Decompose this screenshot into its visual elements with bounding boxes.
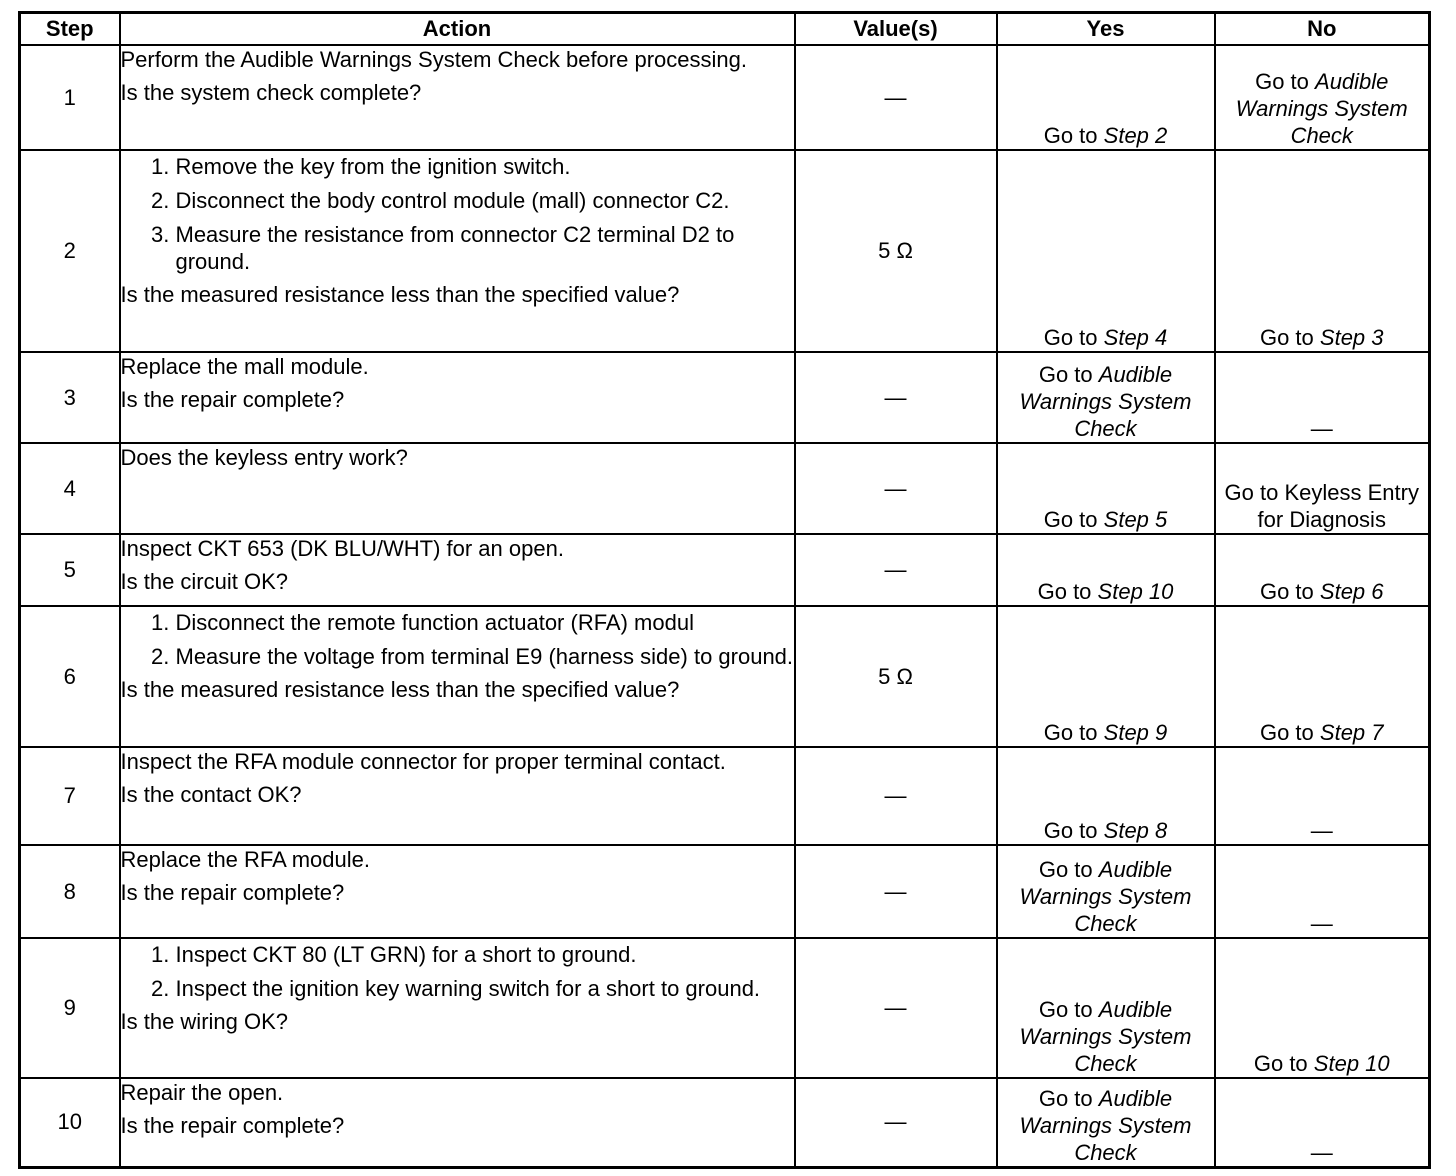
action-cell (120, 443, 795, 534)
diagnostic-table (18, 11, 1431, 1169)
action-substep: 1. Remove the key from the ignition switch. (176, 153, 794, 180)
yes-goto-target: Audible Warnings System Check (1019, 362, 1192, 441)
no-goto-target: Step 6 (1319, 579, 1384, 604)
no-text: Go to Keyless Entry for Diagnosis (1224, 480, 1419, 532)
no-cell (1215, 938, 1430, 1078)
step-number: 6 (20, 606, 120, 747)
no-goto-prefix: Go to (1253, 1051, 1308, 1076)
yes-goto-prefix: Go to (1043, 818, 1098, 843)
yes-goto-target: Audible Warnings System Check (1019, 1085, 1192, 1165)
action-text: Replace the RFA module. (120, 847, 370, 872)
yes-goto-prefix: Go to (1043, 507, 1098, 532)
yes-goto-prefix: Go to (1038, 1085, 1093, 1111)
yes-cell (997, 352, 1215, 443)
action-cell (120, 534, 795, 606)
yes-goto-prefix: Go to (1037, 579, 1092, 604)
no-text: — (1310, 416, 1333, 441)
step-number: 7 (20, 747, 120, 845)
step-number: 9 (20, 938, 120, 1078)
no-goto-prefix: Go to (1259, 325, 1314, 350)
yes-cell (997, 845, 1215, 938)
action-substep: 3. Measure the resistance from connector C2 terminal D2 to ground. (176, 221, 794, 275)
no-cell (1215, 747, 1430, 845)
action-text: Repair the open. (120, 1080, 284, 1105)
action-substeps (121, 609, 794, 670)
header-action: Action (120, 13, 795, 46)
no-text: — (1310, 1139, 1333, 1165)
action-cell (120, 45, 795, 150)
table-row (20, 45, 1430, 150)
value-cell: — (795, 1078, 997, 1167)
yes-cell (997, 45, 1215, 150)
no-goto-prefix: Go to (1259, 579, 1314, 604)
action-text: Does the keyless entry work? (120, 445, 408, 470)
action-substep: 1. Inspect CKT 80 (LT GRN) for a short to ground. (176, 941, 794, 968)
step-number: 8 (20, 845, 120, 938)
header-no: No (1215, 13, 1430, 46)
value-cell: — (795, 443, 997, 534)
no-goto-target: Audible Warnings System Check (1235, 69, 1408, 148)
table-row (20, 938, 1430, 1078)
value-cell: — (795, 845, 997, 938)
table-row (20, 845, 1430, 938)
no-cell (1215, 352, 1430, 443)
no-text: — (1310, 911, 1333, 936)
header-row (20, 13, 1430, 46)
yes-goto-target: Step 5 (1103, 507, 1168, 532)
step-number: 2 (20, 150, 120, 352)
no-goto-target: Step 7 (1319, 720, 1384, 745)
value-cell: — (795, 938, 997, 1078)
yes-cell (997, 938, 1215, 1078)
action-question: Is the measured resistance less than the specified value? (120, 677, 680, 702)
yes-goto-prefix: Go to (1043, 720, 1098, 745)
action-substep: 2. Inspect the ignition key warning switch for a short to ground. (176, 975, 794, 1002)
table-row (20, 352, 1430, 443)
step-number: 1 (20, 45, 120, 150)
value-cell: — (795, 534, 997, 606)
yes-goto-target: Step 9 (1103, 720, 1168, 745)
yes-cell (997, 443, 1215, 534)
yes-cell (997, 606, 1215, 747)
yes-goto-target: Step 10 (1097, 579, 1174, 604)
yes-goto-prefix: Go to (1043, 325, 1098, 350)
yes-goto-prefix: Go to (1038, 997, 1093, 1022)
yes-cell (997, 534, 1215, 606)
action-text: Inspect the RFA module connector for proper terminal contact. (120, 749, 726, 774)
yes-goto-target: Step 2 (1103, 123, 1168, 148)
header-values: Value(s) (795, 13, 997, 46)
no-cell (1215, 45, 1430, 150)
no-cell (1215, 845, 1430, 938)
action-substep: 2. Measure the voltage from terminal E9 (harness side) to ground. (176, 643, 794, 670)
action-substeps (121, 153, 794, 275)
action-cell (120, 150, 795, 352)
value-cell: 5 Ω (795, 606, 997, 747)
table-row (20, 606, 1430, 747)
step-number: 5 (20, 534, 120, 606)
no-goto-target: Step 10 (1313, 1051, 1390, 1076)
no-goto-target: Step 3 (1319, 325, 1384, 350)
yes-goto-prefix: Go to (1038, 857, 1093, 882)
yes-goto-target: Step 4 (1103, 325, 1168, 350)
step-number: 3 (20, 352, 120, 443)
value-cell: — (795, 352, 997, 443)
table-row (20, 534, 1430, 606)
no-cell (1215, 606, 1430, 747)
action-substeps (121, 941, 794, 1002)
no-text: — (1310, 818, 1333, 843)
yes-goto-target: Audible Warnings System Check (1019, 857, 1192, 936)
action-cell (120, 938, 795, 1078)
table-row (20, 1078, 1430, 1167)
action-question: Is the repair complete? (120, 387, 345, 412)
yes-cell (997, 1078, 1215, 1167)
action-cell (120, 747, 795, 845)
action-question: Is the measured resistance less than the specified value? (120, 282, 680, 307)
action-question: Is the system check complete? (120, 80, 422, 105)
action-text: Inspect CKT 653 (DK BLU/WHT) for an open. (120, 536, 564, 561)
yes-goto-target: Audible Warnings System Check (1019, 997, 1192, 1076)
action-cell (120, 352, 795, 443)
action-question: Is the repair complete? (120, 1113, 345, 1138)
no-cell (1215, 443, 1430, 534)
action-question: Is the wiring OK? (120, 1009, 289, 1034)
yes-goto-target: Step 8 (1103, 818, 1168, 843)
header-yes: Yes (997, 13, 1215, 46)
yes-goto-prefix: Go to (1038, 362, 1093, 387)
action-text: Replace the mall module. (120, 354, 369, 379)
action-text: Perform the Audible Warnings System Check before processing. (120, 47, 747, 72)
action-cell (120, 606, 795, 747)
no-cell (1215, 534, 1430, 606)
table-row (20, 443, 1430, 534)
table-header (20, 13, 1430, 46)
table-row (20, 150, 1430, 352)
no-goto-prefix: Go to (1255, 69, 1309, 94)
action-cell (120, 845, 795, 938)
header-step: Step (20, 13, 120, 46)
action-question: Is the circuit OK? (120, 569, 289, 594)
action-substep: 2. Disconnect the body control module (mall) connector C2. (176, 187, 794, 214)
action-question: Is the repair complete? (120, 880, 345, 905)
yes-goto-prefix: Go to (1043, 123, 1098, 148)
no-cell (1215, 150, 1430, 352)
yes-cell (997, 747, 1215, 845)
action-substep: 1. Disconnect the remote function actuator (RFA) modul (176, 609, 794, 636)
yes-cell (997, 150, 1215, 352)
step-number: 4 (20, 443, 120, 534)
value-cell: — (795, 45, 997, 150)
value-cell: 5 Ω (795, 150, 997, 352)
table-body (20, 45, 1430, 1167)
step-number: 10 (20, 1078, 120, 1167)
action-cell (120, 1078, 795, 1167)
table-row (20, 747, 1430, 845)
no-cell (1215, 1078, 1430, 1167)
no-goto-prefix: Go to (1259, 720, 1314, 745)
value-cell: — (795, 747, 997, 845)
action-question: Is the contact OK? (120, 782, 302, 807)
